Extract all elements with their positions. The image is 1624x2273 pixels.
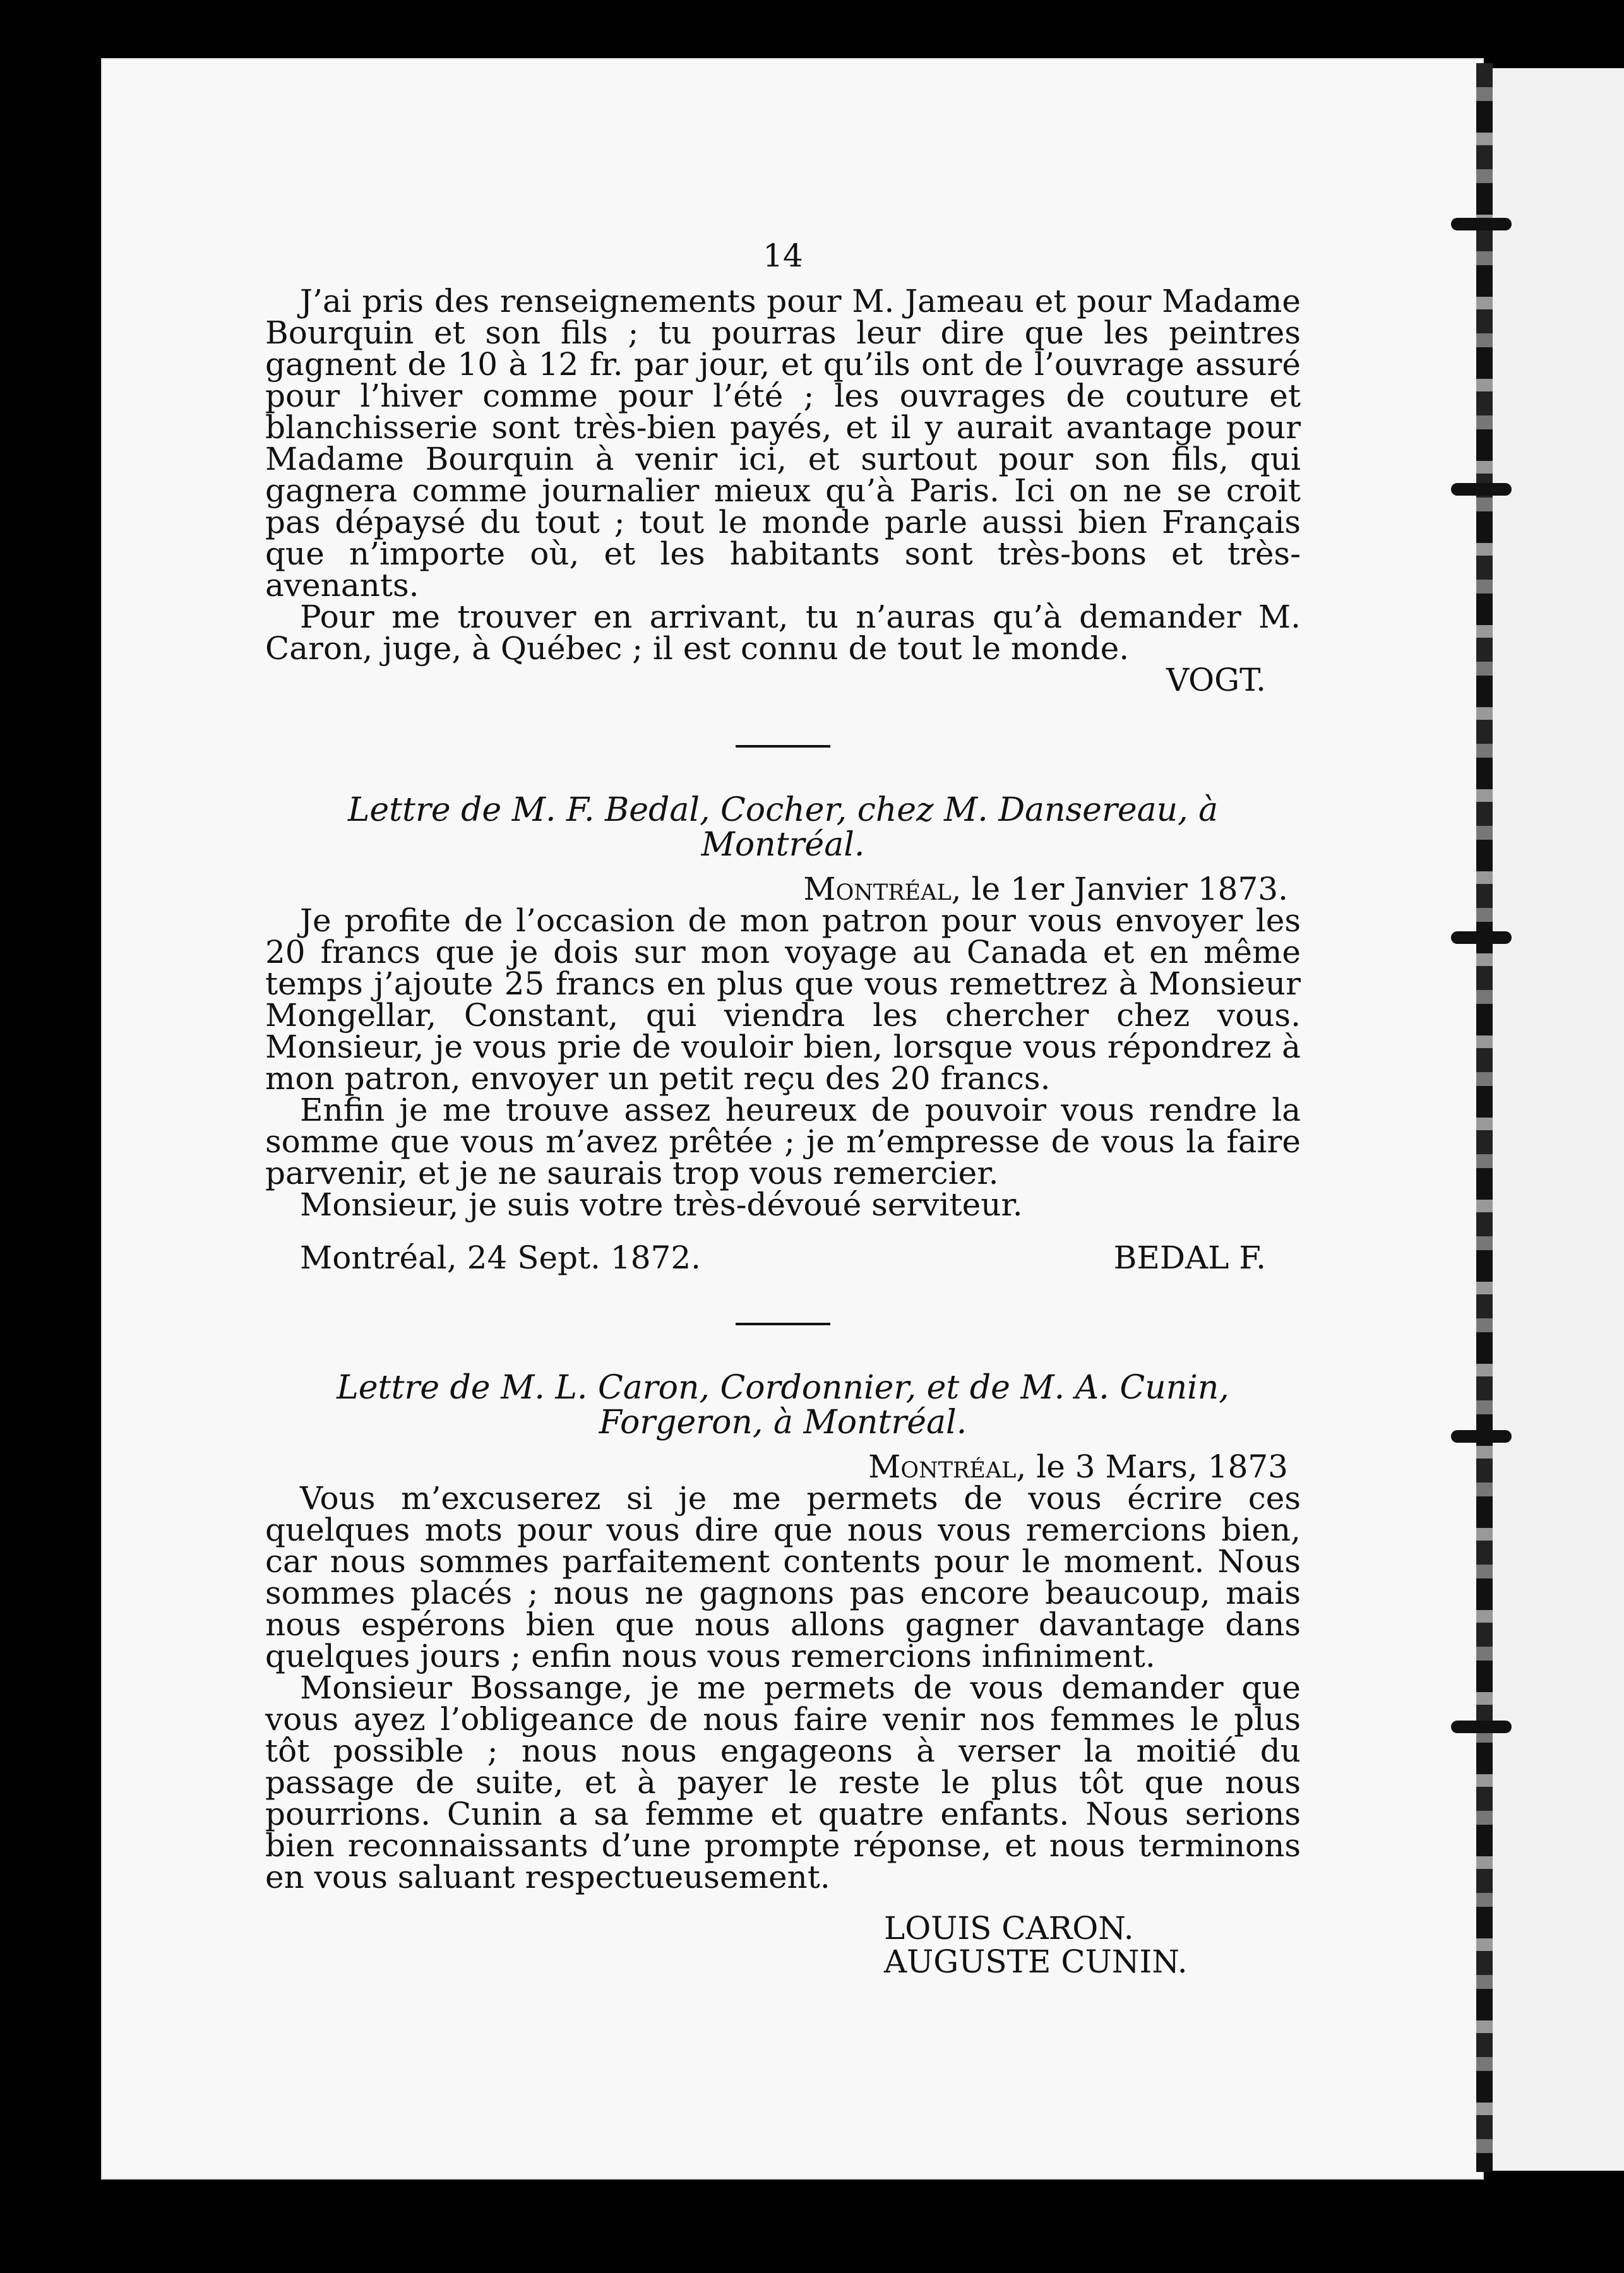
binding-stitch — [1451, 1430, 1512, 1443]
letter-vogt — [265, 285, 1301, 696]
section-divider — [736, 1323, 830, 1325]
binding-stitch — [1451, 218, 1512, 230]
place-date: Montréal, 24 Sept. 1872. — [300, 1239, 702, 1277]
paragraph: Monsieur Bossange, je me permets de vous demander que vous ayez l’obligeance de nous faire venir nos femmes le plus tôt possible ; nous nous engageons à verser la moitié du passage de suite, et à payer le reste le plus tôt que nous pourrions. Cunin a sa femme et quatre enfants. Nous serions bien reconnaissants d’une prompte réponse, et nous terminons en vous saluant respectueusement. — [265, 1669, 1301, 1896]
paragraph: Enfin je me trouve assez heureux de pouvoir vous rendre la somme que vous m’avez prêtée ; je m’empresse de vous la faire parvenir, et je ne saurais trop vous remercier. — [265, 1092, 1301, 1192]
signature: AUGUSTE CUNIN. — [884, 1943, 1188, 1980]
signature: VOGT. — [1166, 662, 1266, 698]
signature: BEDAL F. — [1113, 1239, 1266, 1277]
dateline-date: le 1er Janvier 1873. — [971, 871, 1288, 908]
closing-line — [265, 1239, 1301, 1277]
paragraph: Monsieur, je suis votre très-dévoué serviteur. — [300, 1186, 1023, 1224]
dateline-date: le 3 Mars, 1873 — [1036, 1448, 1288, 1486]
next-page-edge — [1491, 68, 1624, 2171]
dateline-place: Montréal, — [803, 871, 962, 908]
binding-stitch — [1451, 1721, 1512, 1733]
binding-edge — [1476, 63, 1493, 2172]
letter-heading: Lettre de M. L. Caron, Cordonnier, et de M. A. Cunin, Forgeron, à Montréal. — [337, 1369, 1229, 1441]
dateline — [265, 1448, 1301, 1486]
signature-block — [884, 1912, 1301, 1978]
paragraph: Je profite de l’occasion de mon patron pour vous envoyer les 20 francs que je dois sur mon voyage au Canada et en même temps j’ajoute 25 francs en plus que vous remettrez à Monsieur Mongellar, Constant, qui viendra les chercher chez vous. Monsieur, je vous prie de vouloir bien, lorsque vous répondrez à mon patron, envoyer un petit reçu des 20 francs. — [265, 902, 1301, 1097]
paragraph: Pour me trouver en arrivant, tu n’auras qu’à demander M. Caron, juge, à Québec ; il est connu de tout le monde. — [265, 599, 1301, 667]
binding-stitch — [1451, 931, 1512, 944]
paragraph: J’ai pris des renseignements pour M. Jameau et pour Madame Bourquin et son fils ; tu pourras leur dire que les peintres gagnent de 10 à 12 fr. par jour, et qu’ils ont de l’ouvrage assuré pour l’hiver comme pour l’été ; les ouvrages de couture et blanchisserie sont très-bien payés, et il y aurait avantage pour Madame Bourquin à venir ici, et surtout pour son fils, qui gagnera comme journalier mieux qu’à Paris. Ici on ne se croit pas dépaysé du tout ; tout le monde parle aussi bien Français que n’importe où, et les habitants sont très-bons et très-avenants. — [265, 283, 1301, 604]
page-content — [265, 237, 1301, 1980]
dateline-place: Montréal, — [868, 1448, 1027, 1486]
dateline — [265, 871, 1301, 908]
section-divider — [736, 745, 830, 748]
letter-bedal — [265, 791, 1301, 1277]
paragraph: Vous m’excuserez si je me permets de vous écrire ces quelques mots pour vous dire que nous vous remercions bien, car nous sommes parfaitement contents pour le moment. Nous sommes placés ; nous ne gagnons pas encore beaucoup, mais nous espérons bien que nous allons gagner davantage dans quelques jours ; enfin nous vous remercions infiniment. — [265, 1480, 1301, 1675]
binding-stitch — [1451, 483, 1512, 496]
letter-heading: Lettre de M. F. Bedal, Cocher, chez M. Dansereau, à Montréal. — [347, 791, 1219, 864]
letter-caron-cunin — [265, 1371, 1301, 1978]
page-number: 14 — [763, 237, 803, 274]
signature: LOUIS CARON. — [884, 1910, 1134, 1947]
